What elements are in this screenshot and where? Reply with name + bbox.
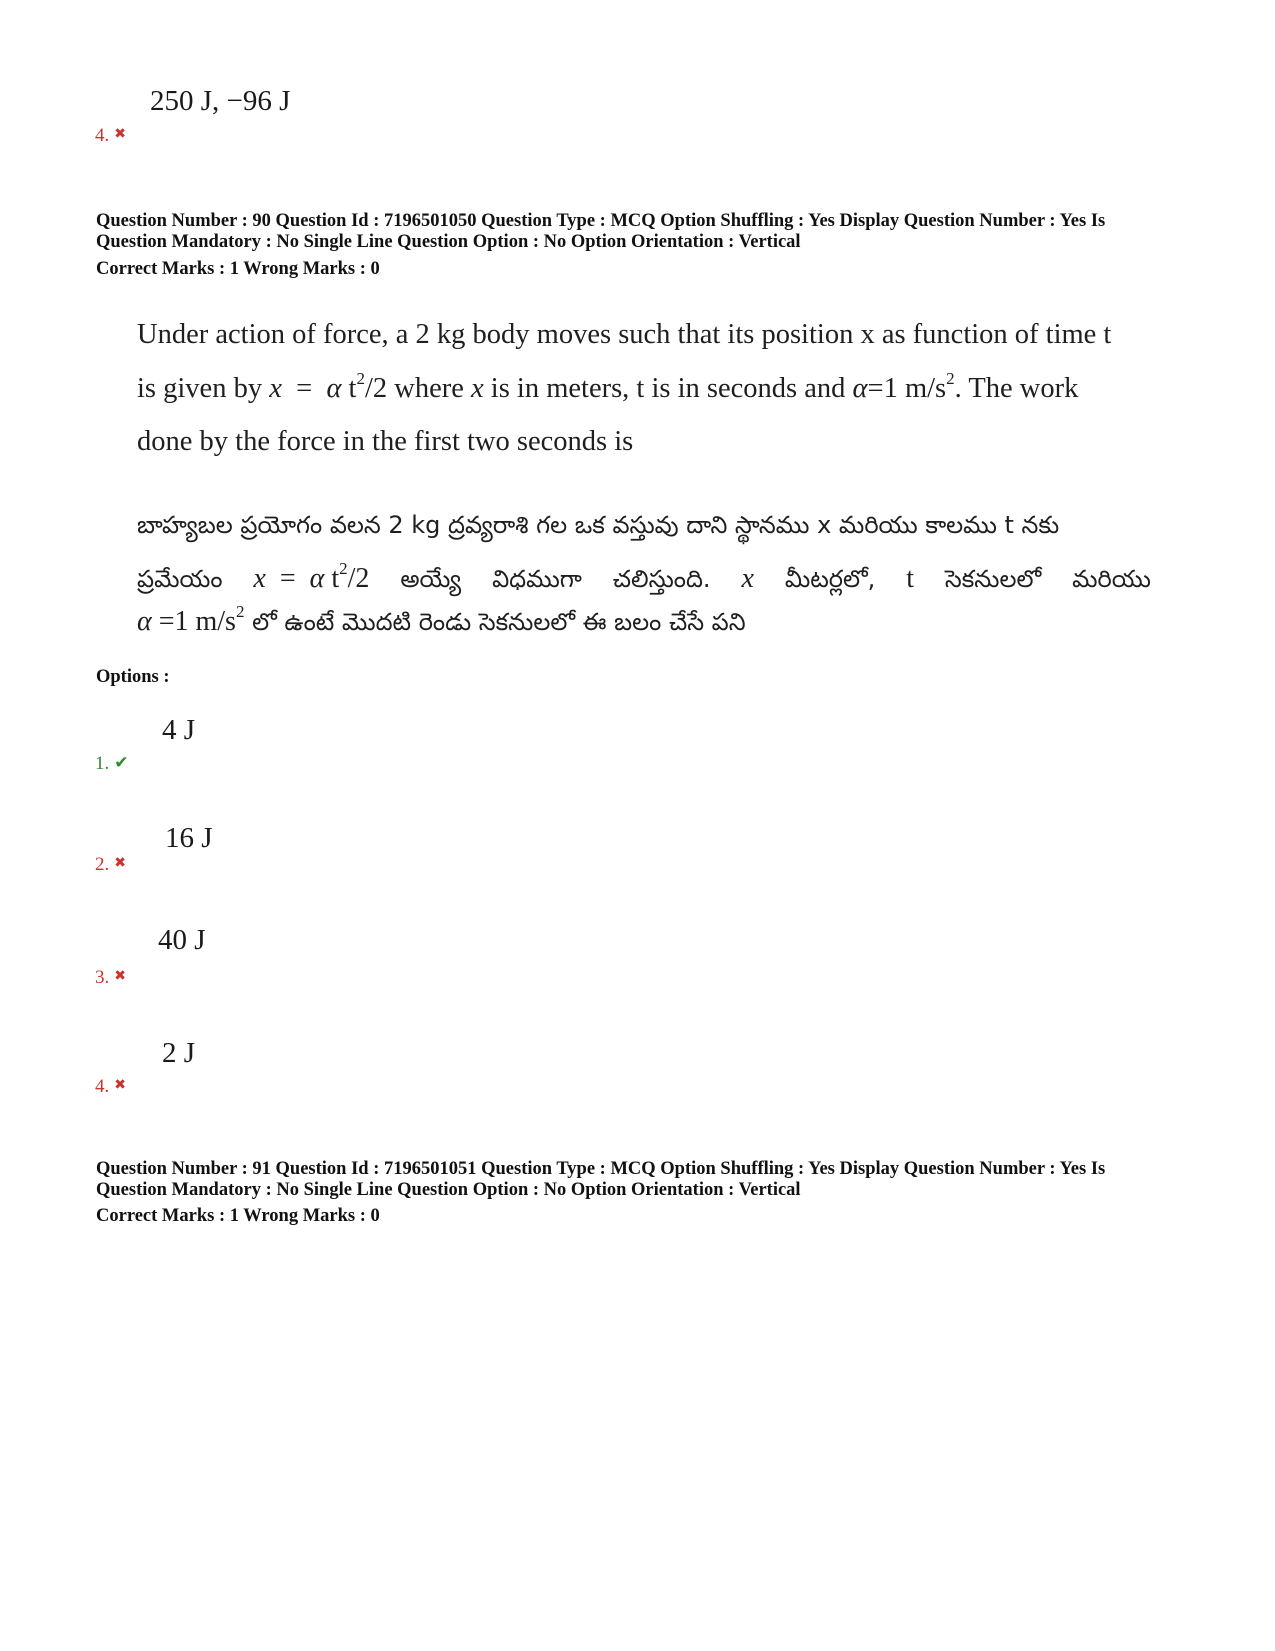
telugu-word: విధముగా	[492, 565, 582, 593]
prev-option-4-label	[95, 124, 126, 147]
equals-sign: =	[279, 563, 296, 594]
var-alpha: α	[326, 373, 342, 404]
superscript: 2	[946, 369, 955, 388]
prev-option-4-value: 250 J, −96 J	[150, 85, 291, 117]
text-segment: =1 m/s	[158, 606, 236, 637]
cross-icon: ✖	[114, 969, 126, 984]
telugu-text: లో ఉంటే మొదటి రెండు సెకనులలో ఈ బలం చేసే పని	[252, 608, 746, 636]
var-t: t	[348, 373, 357, 404]
var-x: x	[253, 563, 266, 594]
var-t: t	[906, 563, 914, 594]
check-icon: ✔	[114, 753, 129, 772]
telugu-word: ప్రమేయం	[137, 565, 223, 593]
option-number: 3.	[95, 967, 110, 988]
var-t: t	[331, 563, 340, 594]
cross-icon: ✖	[114, 856, 126, 871]
option-number: 2.	[95, 854, 110, 875]
option-1-value: 4 J	[162, 714, 196, 746]
q90-meta-line-2: Question Mandatory : No Single Line Question Option : No Option Orientation : Vertical	[96, 232, 801, 252]
q91-meta-line-1: Question Number : 91 Question Id : 7196501051 Question Type : MCQ Option Shuffling : Yes Display Question Number : Yes Is	[96, 1159, 1106, 1179]
equation	[137, 602, 245, 637]
text-segment: is in meters, t is in seconds and	[490, 373, 846, 404]
fraction: /2	[347, 563, 370, 594]
telugu-word: సెకనులలో	[944, 565, 1042, 593]
option-2-value: 16 J	[165, 822, 213, 854]
telugu-word: మీటర్లలో,	[784, 565, 876, 593]
telugu-word: చలిస్తుంది.	[612, 565, 711, 593]
telugu-word: అయ్యే	[400, 565, 462, 593]
q90-meta-line-1: Question Number : 90 Question Id : 7196501050 Question Type : MCQ Option Shuffling : Yes Display Question Number : Yes Is	[96, 211, 1106, 231]
q90-telugu-line-2	[137, 559, 1151, 596]
option-4-value: 2 J	[162, 1037, 196, 1069]
option-3-value: 40 J	[158, 924, 206, 956]
superscript: 2	[356, 369, 365, 388]
q90-english-line-1: Under action of force, a 2 kg body moves such that its position x as function of time t	[137, 319, 1112, 350]
superscript: 2	[339, 559, 348, 578]
text-segment: is given by	[137, 373, 263, 404]
var-x: x	[741, 563, 754, 594]
option-3-label	[95, 966, 126, 989]
option-1-label	[95, 752, 129, 775]
q90-telugu-line-3	[137, 602, 746, 639]
q91-marks: Correct Marks : 1 Wrong Marks : 0	[96, 1206, 380, 1226]
equals-sign: =	[296, 373, 313, 404]
var-x: x	[471, 373, 484, 404]
equation	[253, 559, 370, 596]
q91-meta-line-2: Question Mandatory : No Single Line Question Option : No Option Orientation : Vertical	[96, 1180, 801, 1200]
var-x: x	[269, 373, 282, 404]
options-label: Options :	[96, 667, 170, 687]
cross-icon: ✖	[114, 127, 126, 142]
option-number: 4.	[95, 1076, 110, 1097]
q90-telugu-line-1: బాహ్యబల ప్రయోగం వలన 2 kg ద్రవ్యరాశి గల ఒక వస్తువు దాని స్థానము x మరియు కాలము t నకు	[137, 511, 1060, 539]
var-alpha: α	[309, 563, 325, 594]
text-segment: . The work	[954, 373, 1079, 404]
var-alpha: α	[137, 606, 152, 637]
superscript: 2	[235, 602, 245, 621]
text-segment: =1 m/s	[867, 373, 947, 404]
option-number: 4.	[95, 125, 110, 146]
var-alpha: α	[852, 373, 868, 404]
telugu-word: మరియు	[1072, 565, 1151, 593]
cross-icon: ✖	[114, 1078, 126, 1093]
option-2-label	[95, 853, 126, 876]
q90-marks: Correct Marks : 1 Wrong Marks : 0	[96, 259, 380, 279]
option-4-label	[95, 1075, 126, 1098]
option-number: 1.	[95, 753, 110, 774]
text-segment: /2 where	[364, 373, 464, 404]
q90-english-line-3: done by the force in the first two seconds is	[137, 426, 634, 457]
q90-english-line-2	[137, 369, 1079, 406]
